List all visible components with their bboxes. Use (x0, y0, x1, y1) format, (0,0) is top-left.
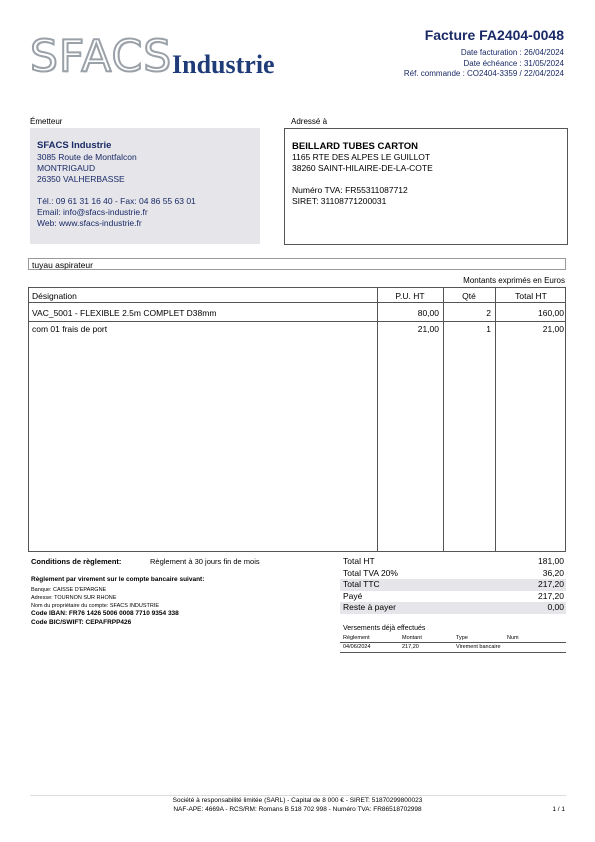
payments-title: Versements déjà effectués (343, 625, 426, 632)
total-label: Total TVA 20% (343, 567, 398, 578)
row-total: 21,00 (542, 324, 564, 334)
recipient-vat: Numéro TVA: FR55311087712 (292, 185, 408, 195)
logo-suffix: Industrie (172, 50, 275, 79)
total-value: 217,20 (538, 590, 564, 601)
iban: Code IBAN: FR76 1426 5006 0008 7710 9354 338 (31, 610, 179, 617)
page-number: 1 / 1 (552, 806, 565, 813)
row-unit-price: 21,00 (417, 324, 439, 334)
invoice-due-date: Date échéance : 31/05/2024 (463, 58, 564, 68)
payment-conditions-value: Règlement à 30 jours fin de mois (150, 557, 260, 566)
header-divider (29, 302, 565, 303)
header-total: Total HT (515, 291, 547, 301)
logo-brand: SFACS (30, 31, 173, 82)
emitter-box (30, 128, 260, 244)
footer-divider (30, 795, 566, 796)
invoice-lines-table (28, 287, 566, 552)
header-designation: Désignation (32, 291, 77, 301)
row-designation: VAC_5001 - FLEXIBLE 2.5m COMPLET D38mm (32, 308, 217, 318)
bank-address: Adresse: TOURNON SUR RHONE (31, 595, 117, 601)
recipient-box (284, 128, 568, 245)
header-unit-price: P.U. HT (395, 291, 425, 301)
emitter-email: Email: info@sfacs-industrie.fr (37, 207, 148, 217)
total-label: Total TTC (343, 579, 380, 589)
total-label: Total HT (343, 556, 375, 566)
invoice-subject: tuyau aspirateur (28, 258, 566, 270)
account-owner: Nom du propriétaire du compte: SFACS INDUSTRIE (31, 603, 160, 609)
recipient-address-line: 1165 RTE DES ALPES LE GUILLOT (292, 152, 431, 162)
payments-header-cell: Règlement (343, 635, 370, 641)
recipient-address-line: 38260 SAINT-HILAIRE-DE-LA-COTE (292, 163, 433, 173)
payments-table (340, 634, 566, 653)
company-logo (30, 31, 290, 82)
emitter-address (37, 152, 137, 185)
invoice-title: Facture FA2404-0048 (424, 27, 564, 43)
emitter-contact (37, 196, 196, 229)
payment-amount: 217,20 (402, 644, 419, 650)
order-reference: Réf. commande : CO2404-3359 / 22/04/2024 (403, 69, 564, 78)
recipient-siret: SIRET: 31108771200031 (292, 196, 387, 206)
total-row (340, 579, 566, 591)
total-row (340, 602, 566, 614)
emitter-address-line: 3085 Route de Montfalcon (37, 152, 137, 162)
row-total: 160,00 (538, 308, 564, 318)
row-designation: com 01 frais de port (32, 324, 108, 334)
payment-type: Virement bancaire (456, 644, 501, 650)
invoice-date: Date facturation : 26/04/2024 (460, 48, 564, 57)
payments-header (340, 634, 566, 643)
emitter-name: SFACS Industrie (37, 140, 112, 151)
emitter-address-line: MONTRIGAUD (37, 163, 96, 173)
bank-name: Banque: CAISSE D'EPARGNE (31, 587, 107, 593)
total-row (340, 568, 566, 580)
recipient-ids (292, 185, 408, 207)
total-label: Payé (343, 590, 363, 601)
row-quantity: 2 (486, 308, 491, 318)
payment-date: 04/06/2024 (343, 644, 371, 650)
payments-header-cell: Type (456, 635, 468, 641)
total-value: 181,00 (538, 556, 564, 566)
currency-note: Montants exprimés en Euros (463, 276, 565, 285)
row-unit-price: 80,00 (417, 308, 439, 318)
emitter-web: Web: www.sfacs-industrie.fr (37, 218, 142, 228)
total-value: 0,00 (547, 602, 564, 612)
row-quantity: 1 (486, 324, 491, 334)
invoice-meta (404, 48, 564, 80)
recipient-label: Adressé à (291, 117, 328, 126)
footer-legal-line1: Société à responsabilité limitée (SARL) - Capital de 8 000 € - SIRET: 51870299800023 (172, 797, 423, 804)
recipient-address (292, 152, 433, 174)
totals-block (340, 556, 566, 614)
total-value: 217,20 (538, 579, 564, 589)
emitter-label: Émetteur (30, 117, 63, 126)
row-divider (29, 321, 565, 322)
payments-header-cell: Num (507, 635, 519, 641)
bic-swift: Code BIC/SWIFT: CEPAFRPP426 (31, 619, 132, 626)
total-value: 36,20 (542, 567, 564, 578)
total-row (340, 556, 566, 568)
emitter-address-line: 26350 VALHERBASSE (37, 174, 125, 184)
payment-conditions-label: Conditions de règlement: (31, 557, 122, 566)
header-quantity: Qté (462, 291, 476, 301)
total-row (340, 591, 566, 603)
bank-transfer-title: Règlement par virement sur le compte bancaire suivant: (31, 576, 205, 583)
total-label: Reste à payer (343, 602, 396, 612)
emitter-phone: Tél.: 09 61 31 16 40 - Fax: 04 86 55 63 01 (37, 196, 196, 206)
payments-row (340, 643, 566, 653)
recipient-name: BEILLARD TUBES CARTON (292, 141, 418, 152)
payments-header-cell: Montant (402, 635, 422, 641)
footer-legal-line2: NAF-APE: 4669A - RCS/RM: Romans B 518 702 998 - Numéro TVA: FR86518702998 (173, 806, 422, 813)
